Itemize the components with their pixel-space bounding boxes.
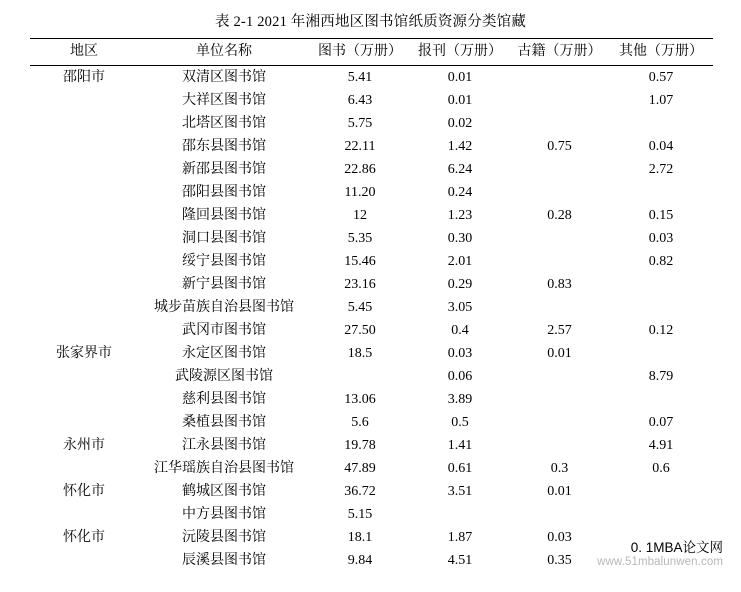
cell-other: [609, 181, 713, 204]
cell-book: 18.5: [347, 345, 373, 361]
cell-unit: 江永县图书馆: [182, 437, 266, 453]
cell-region: [30, 457, 138, 480]
cell-book: 12: [353, 207, 367, 223]
cell-press: 3.05: [447, 299, 473, 315]
cell-ancient: [510, 250, 609, 273]
table-row: [30, 227, 713, 250]
cell-unit: 邵东县图书馆: [182, 138, 266, 154]
table-row: [30, 434, 713, 457]
cell-book: 5.75: [347, 115, 373, 131]
cell-press: 1.41: [447, 437, 473, 453]
cell-book: 27.50: [344, 322, 376, 338]
cell-other: [609, 503, 713, 526]
table-row: [30, 411, 713, 434]
cell-press: [410, 503, 510, 526]
cell-unit: 武冈市图书馆: [182, 322, 266, 338]
table-row: [30, 503, 713, 526]
cell-other: [609, 388, 713, 411]
cell-press: 3.51: [447, 483, 473, 499]
cell-press: 0.5: [451, 414, 469, 430]
cell-ancient: 0.75: [547, 138, 572, 154]
cell-ancient: 0.28: [547, 207, 572, 223]
cell-unit: 江华瑶族自治县图书馆: [154, 460, 294, 476]
cell-ancient: [510, 181, 609, 204]
cell-region: 怀化市: [63, 483, 105, 499]
watermark-brand: 0. 1MBA论文网: [630, 540, 723, 555]
cell-ancient: [510, 296, 609, 319]
cell-press: 1.87: [447, 529, 473, 545]
cell-region: [30, 296, 138, 319]
cell-ancient: 0.01: [547, 483, 572, 499]
cell-other: 0.6: [652, 460, 670, 476]
cell-other: 0.57: [609, 66, 713, 90]
cell-press: 0.30: [447, 230, 473, 246]
table-body: [30, 66, 713, 573]
column-header-ancient: 古籍（万册）: [510, 39, 609, 66]
cell-ancient: [510, 227, 609, 250]
cell-region: [30, 181, 138, 204]
cell-unit: 城步苗族自治县图书馆: [154, 299, 294, 315]
cell-region: 张家界市: [56, 345, 112, 361]
cell-region: [30, 503, 138, 526]
cell-book: 5.15: [347, 506, 373, 522]
cell-press: 0.02: [447, 115, 473, 131]
cell-press: 0.01: [447, 92, 473, 108]
cell-other: [609, 273, 713, 296]
cell-press: 0.24: [447, 184, 473, 200]
cell-unit: 绥宁县图书馆: [182, 253, 266, 269]
cell-ancient: 0.01: [547, 345, 572, 361]
cell-unit: 北塔区图书馆: [182, 115, 266, 131]
table-row: [30, 480, 713, 503]
cell-unit: 中方县图书馆: [182, 506, 266, 522]
cell-other: 0.04: [648, 138, 674, 154]
cell-book: 6.43: [347, 92, 373, 108]
cell-other: 0.07: [648, 414, 674, 430]
cell-region: [30, 365, 138, 388]
table-row: [30, 365, 713, 388]
cell-ancient: [510, 89, 609, 112]
table-row: [30, 342, 713, 365]
cell-other: 0.82: [648, 253, 674, 269]
cell-press: 4.51: [447, 552, 473, 568]
cell-region: [30, 227, 138, 250]
table-row: [30, 89, 713, 112]
cell-book: 23.16: [344, 276, 376, 292]
cell-ancient: [510, 66, 609, 90]
table-title: 表 2-1 2021 年湘西地区图书馆纸质资源分类馆藏: [214, 14, 527, 30]
cell-unit: 辰溪县图书馆: [182, 552, 266, 568]
cell-other: 2.72: [648, 161, 674, 177]
cell-ancient: [510, 112, 609, 135]
cell-ancient: [510, 388, 609, 411]
cell-region: [30, 319, 138, 342]
library-holdings-table: [30, 38, 713, 572]
cell-press: 0.01: [410, 66, 510, 90]
cell-region: [30, 549, 138, 572]
cell-region: [30, 411, 138, 434]
cell-unit: 桑植县图书馆: [182, 414, 266, 430]
cell-ancient: 0.35: [547, 552, 572, 568]
table-row: [30, 388, 713, 411]
cell-unit: 新宁县图书馆: [182, 276, 266, 292]
cell-book: 18.1: [347, 529, 373, 545]
cell-unit: 隆回县图书馆: [182, 207, 266, 223]
table-row: [30, 250, 713, 273]
cell-ancient: [510, 411, 609, 434]
cell-press: 0.61: [447, 460, 473, 476]
cell-book: 5.35: [347, 230, 373, 246]
cell-ancient: [510, 503, 609, 526]
cell-book: 15.46: [344, 253, 376, 269]
cell-book: 9.84: [347, 552, 373, 568]
table-row: [30, 296, 713, 319]
table-row: [30, 319, 713, 342]
cell-book: 22.11: [344, 138, 376, 154]
cell-region: [30, 135, 138, 158]
column-header-book: 图书（万册）: [310, 39, 410, 66]
cell-region: [30, 388, 138, 411]
cell-region: [30, 273, 138, 296]
column-header-region: 地区: [30, 39, 138, 66]
cell-other: [609, 112, 713, 135]
cell-ancient: 0.03: [547, 529, 572, 545]
cell-unit: 双清区图书馆: [138, 66, 310, 90]
cell-other: 0.15: [648, 207, 674, 223]
table-header-row: [30, 39, 713, 66]
cell-book: 13.06: [344, 391, 376, 407]
column-header-unit: 单位名称: [138, 39, 310, 66]
table-row: [30, 204, 713, 227]
cell-region: [30, 158, 138, 181]
cell-unit: 慈利县图书馆: [182, 391, 266, 407]
cell-book: 5.41: [310, 66, 410, 90]
cell-region: [30, 89, 138, 112]
cell-region: [30, 112, 138, 135]
table-row: [30, 457, 713, 480]
cell-unit: 永定区图书馆: [182, 345, 266, 361]
table-row: [30, 181, 713, 204]
cell-press: 0.06: [447, 368, 473, 384]
cell-book: 11.20: [344, 184, 376, 200]
cell-book: 5.45: [347, 299, 373, 315]
cell-ancient: 0.3: [550, 460, 569, 476]
cell-unit: 新邵县图书馆: [182, 161, 266, 177]
cell-other: [609, 480, 713, 503]
cell-region: 怀化市: [63, 529, 105, 545]
cell-book: 5.6: [351, 414, 369, 430]
cell-unit: 大祥区图书馆: [182, 92, 266, 108]
cell-press: 0.03: [447, 345, 473, 361]
cell-book: 19.78: [344, 437, 376, 453]
cell-unit: 武陵源区图书馆: [175, 368, 273, 384]
cell-book: 47.89: [344, 460, 376, 476]
cell-other: [609, 296, 713, 319]
watermark: [597, 540, 723, 570]
cell-book: 22.86: [344, 161, 376, 177]
cell-other: 1.07: [648, 92, 674, 108]
cell-press: 3.89: [447, 391, 473, 407]
cell-press: 0.29: [447, 276, 473, 292]
table-row: [30, 135, 713, 158]
cell-book: [310, 365, 410, 388]
cell-ancient: [510, 365, 609, 388]
cell-press: 1.42: [447, 138, 473, 154]
table-row: [30, 66, 713, 90]
cell-press: 2.01: [447, 253, 473, 269]
cell-book: 36.72: [344, 483, 376, 499]
cell-unit: 鹤城区图书馆: [182, 483, 266, 499]
column-header-other: 其他（万册）: [609, 39, 713, 66]
cell-other: 0.12: [648, 322, 674, 338]
cell-unit: 沅陵县图书馆: [182, 529, 266, 545]
table-header: [30, 39, 713, 66]
cell-other: 8.79: [648, 368, 674, 384]
cell-unit: 邵阳县图书馆: [182, 184, 266, 200]
cell-press: 6.24: [447, 161, 473, 177]
cell-ancient: [510, 434, 609, 457]
cell-press: 0.4: [451, 322, 469, 338]
cell-region: [30, 250, 138, 273]
cell-other: [609, 342, 713, 365]
column-header-press: 报刊（万册）: [410, 39, 510, 66]
cell-region: [30, 204, 138, 227]
cell-other: 4.91: [648, 437, 674, 453]
cell-other: 0.03: [648, 230, 674, 246]
cell-unit: 洞口县图书馆: [182, 230, 266, 246]
cell-ancient: [510, 158, 609, 181]
table-row: [30, 158, 713, 181]
table-row: [30, 112, 713, 135]
cell-press: 1.23: [447, 207, 473, 223]
table-row: [30, 273, 713, 296]
watermark-url: www.51mbalunwen.com: [597, 556, 723, 568]
cell-ancient: 0.83: [547, 276, 572, 292]
cell-region: 邵阳市: [30, 66, 138, 90]
cell-ancient: 2.57: [547, 322, 572, 338]
cell-region: 永州市: [63, 437, 105, 453]
